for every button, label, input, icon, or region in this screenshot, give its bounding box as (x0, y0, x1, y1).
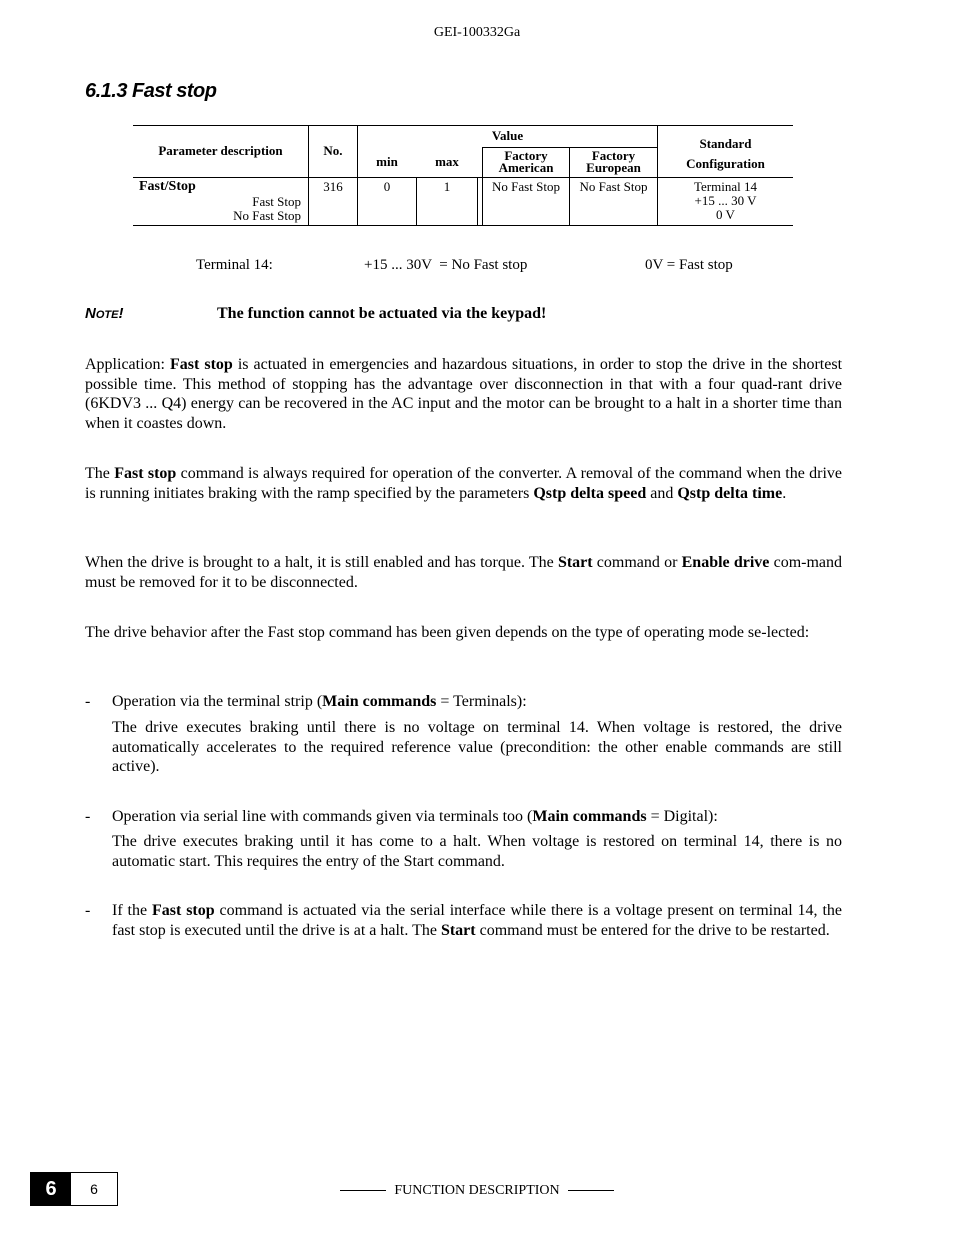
term-main-commands: Main commands (532, 808, 647, 825)
header-min: min (376, 154, 398, 169)
table-col-divider (477, 177, 478, 226)
footer-section-label (0, 1183, 954, 1199)
table-header-rule (133, 177, 793, 178)
text-run: is actuated in emergencies and hazardous situations, in order to stop the drive in the shortest possible time. This method of stopping has the advantage over disconnection in that with a four quad-rant drive (6KDV3 ... Q4) energy can be recovered in the AC input and the motor can be brought to a halt in a shorter time than when it coastes down. (85, 356, 843, 432)
header-factory-american-line2: American (498, 160, 554, 175)
header-value: Value (491, 128, 524, 143)
term-start: Start (440, 921, 476, 939)
term-main-commands: Main commands (322, 693, 437, 710)
text-run: Application: (85, 356, 171, 373)
term-fast-stop: Fast stop (114, 465, 177, 482)
term-qstp-delta-time: Qstp delta time (677, 484, 783, 502)
text-run: command is always required for operation of the converter. A removal of the command when the drive is running initiates braking with the ramp specified by the parameters (85, 465, 843, 502)
footer-label: FUNCTION DESCRIPTION (394, 1183, 560, 1198)
page-number: 6 (90, 1181, 98, 1197)
text-run: = Digital): (646, 808, 718, 825)
header-standard-configuration (658, 134, 793, 174)
note-label-smallcaps: OTE (95, 309, 119, 321)
text-run: When the drive is brought to a halt, it is still enabled and has torque. The (85, 554, 558, 571)
bullet-serial-interface (112, 901, 842, 940)
row-parameter-name: Fast/Stop (139, 179, 196, 194)
chapter-number: 6 (31, 1173, 71, 1205)
header-factory-american-line1: Factory (504, 148, 548, 163)
paragraph-halt-enabled (85, 553, 842, 592)
paragraph-behavior: The drive behavior after the Fast stop command has been given depends on the type of operating mode se-lected: (85, 624, 810, 641)
row-standard-configuration (658, 180, 793, 222)
paragraph-application (85, 355, 842, 433)
document-id: GEI-100332Ga (433, 25, 521, 40)
note-text: The function cannot be actuated via the keypad! (217, 305, 547, 322)
bullet-dash: - (85, 902, 91, 919)
row-factory-american: No Fast Stop (492, 179, 560, 194)
header-factory-european-line1: Factory (591, 148, 636, 163)
terminal-low-state: 0V = Fast stop (645, 257, 733, 273)
term-fast-stop: Fast stop (170, 356, 233, 373)
term-enable-drive: Enable drive (681, 554, 770, 571)
term-start: Start (557, 554, 593, 571)
header-standard-line1: Standard (699, 136, 752, 151)
term-qstp-delta-speed: Qstp delta speed (533, 484, 647, 502)
text-run: command is actuated via the serial interface while there is a voltage present on terminal 14, the fast stop is executed until the drive is at a halt. The (112, 902, 842, 939)
header-factory-european-line2: European (586, 160, 641, 175)
text-run: Operation via serial line with commands given via terminals too ( (112, 808, 533, 825)
text-run: The (85, 465, 115, 482)
note-label-exclamation: ! (118, 305, 124, 322)
footer-rule-right (568, 1190, 614, 1191)
header-parameter-description: Parameter description (158, 143, 283, 158)
row-parameter-number: 316 (323, 179, 343, 194)
table-top-rule (133, 125, 793, 126)
text-run: com-mand must be removed for it to be disconnected. (85, 554, 843, 591)
text-run: Operation via the terminal strip ( (112, 693, 323, 710)
row-standard-line2: +15 ... 30 V (694, 193, 757, 208)
header-factory-american (483, 150, 569, 174)
terminal-label: Terminal 14: (196, 257, 273, 273)
text-run: . (782, 484, 787, 502)
note-label (85, 305, 123, 322)
header-no: No. (323, 143, 343, 158)
row-factory-european: No Fast Stop (579, 179, 648, 194)
term-fast-stop: Fast stop (151, 902, 215, 919)
bullet-terminals-detail: The drive executes braking until there is no voltage on terminal 14. When voltage is restored, the drive automatically accelerates to the required reference value (precondition: the other enable commands are still active). (112, 719, 842, 776)
row-standard-line3: 0 V (716, 207, 735, 222)
table-bottom-rule (133, 225, 793, 226)
bullet-dash: - (85, 808, 91, 825)
text-run: = Terminals): (436, 693, 527, 710)
text-run: and (646, 484, 678, 502)
note-label-initial: N (85, 305, 96, 322)
footer-rule-left (340, 1190, 386, 1191)
text-run: If the (112, 902, 152, 919)
table-col-divider (308, 125, 309, 226)
text-run: command must be entered for the drive to be restarted. (475, 921, 830, 939)
bullet-terminals-heading (112, 692, 842, 712)
header-max: max (435, 154, 459, 169)
section-title: 6.1.3 Fast stop (85, 80, 217, 102)
bullet-digital-heading (112, 807, 842, 827)
bullet-dash: - (85, 693, 91, 710)
header-factory-european (570, 150, 657, 174)
header-standard-line2: Configuration (686, 156, 765, 171)
text-run: command or (592, 554, 682, 571)
bullet-digital-detail: The drive executes braking until it has come to a halt. When voltage is restored on terminal 14, there is no automatic start. This requires the entry of the Start command. (112, 833, 842, 870)
parameter-table (133, 125, 793, 226)
row-standard-line1: Terminal 14 (694, 179, 757, 194)
row-option-no-fast-stop: No Fast Stop (233, 208, 301, 223)
paragraph-command-required (85, 464, 842, 503)
row-option-fast-stop: Fast Stop (252, 194, 301, 209)
terminal-high-state: +15 ... 30V = No Fast stop (364, 257, 528, 273)
row-min: 0 (383, 179, 391, 194)
row-max: 1 (443, 179, 451, 194)
